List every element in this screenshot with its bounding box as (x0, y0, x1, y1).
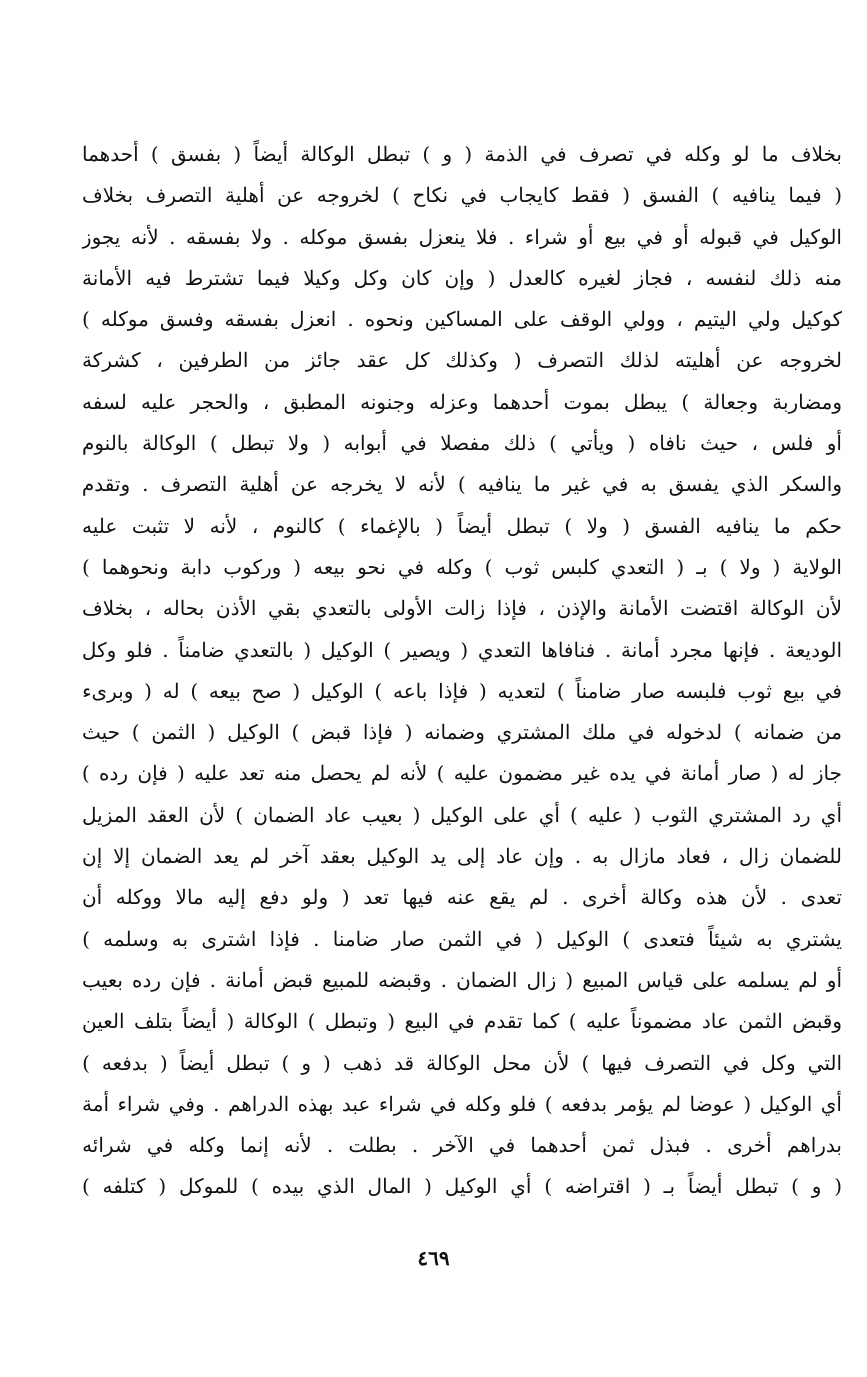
text-line: بخلاف ما لو وكله في تصرف في الذمة ( و ) تبطل الوكالة أيضاً ( بفسق ) أحدهما (82, 142, 842, 166)
text-line: الوكيل في قبوله أو في بيع أو شراء . فلا ينعزل بفسق موكله . ولا بفسقه . لأنه يجوز (82, 224, 842, 249)
text-line: ( و ) تبطل أيضاً بـ ( اقتراضه ) أي الوكيل ( المال الذي بيده ) للموكل ( كتلفه ) (82, 1174, 842, 1199)
text-line: ( فيما ينافيه ) الفسق ( فقط كايجاب في نكاح ) لخروجه عن أهلية التصرف بخلاف (82, 183, 842, 208)
text-line: لخروجه عن أهليته لذلك التصرف ( وكذلك كل عقد جائز من الطرفين ، كشركة (82, 348, 842, 373)
text-line: التي وكل في التصرف فيها ) لأن محل الوكالة قد ذهب ( و ) تبطل أيضاً ( بدفعه ) (82, 1050, 842, 1075)
text-line: من ضمانه ) لدخوله في ملك المشتري وضمانه ( فإذا قبض ) الوكيل ( الثمن ) حيث (82, 720, 842, 745)
text-line: أي رد المشتري الثوب ( عليه ) أي على الوكيل ( بعيب عاد الضمان ) لأن العقد المزيل (82, 802, 842, 827)
text-line: بدراهم أخرى . فبذل ثمن أحدهما في الآخر . بطلت . لأنه إنما وكله في شرائه (82, 1133, 842, 1158)
text-line: والسكر الذي يفسق به في غير ما ينافيه ) لأنه لا يخرجه عن أهلية التصرف . وتقدم (82, 472, 842, 497)
text-line: كوكيل ولي اليتيم ، وولي الوقف على المساكين ونحوه . انعزل بفسقه وفسق موكله ) (82, 307, 842, 332)
text-line: في بيع ثوب فلبسه صار ضامناً ) لتعديه ( فإذا باعه ) الوكيل ( صح بيعه ) له ( وبرىء (82, 678, 842, 703)
text-line: لأن الوكالة اقتضت الأمانة والإذن ، فإذا زالت الأولى بالتعدي بقي الأذن بحاله ، بخلاف (82, 596, 842, 621)
text-line: تعدى . لأن هذه وكالة أخرى . لم يقع عنه فيها تعد ( ولو دفع إليه مالا ووكله أن (82, 885, 842, 910)
text-line: أي الوكيل ( عوضا لم يؤمر بدفعه ) فلو وكله في شراء عبد بهذه الدراهم . وفي شراء أمة (82, 1091, 842, 1116)
body-text (82, 134, 842, 1208)
text-line: يشتري به شيئاً فتعدى ) الوكيل ( في الثمن صار ضامنا . فإذا اشترى به وسلمه ) (82, 926, 842, 951)
text-line: جاز له ( صار أمانة في يده غير مضمون عليه ) لأنه لم يحصل منه تعد عليه ( فإن رده ) (82, 761, 842, 786)
text-line: منه ذلك لنفسه ، فجاز لغيره كالعدل ( وإن كان وكل وكيلا فيما تشترط فيه الأمانة (82, 265, 842, 290)
text-line: للضمان زال ، فعاد مازال به . وإن عاد إلى يد الوكيل بعقد آخر لم يعد الضمان إلا إن (82, 844, 842, 869)
text-line: الوديعة . فإنها مجرد أمانة . فنافاها التعدي ( ويصير ) الوكيل ( بالتعدي ضامناً . فلو وكل (82, 637, 842, 662)
text-line: أو فلس ، حيث نافاه ( ويأتي ) ذلك مفصلا في أبوابه ( ولا تبطل ) الوكالة بالنوم (82, 431, 842, 456)
text-line: وقبض الثمن عاد مضموناً عليه ) كما تقدم في البيع ( وتبطل ) الوكالة ( أيضاً بتلف العين (82, 1009, 842, 1034)
text-line: أو لم يسلمه على قياس المبيع ( زال الضمان . وقبضه للمبيع قبض أمانة . فإن رده بعيب (82, 967, 842, 992)
text-line: ومضاربة وجعالة ) يبطل بموت أحدهما وعزله وجنونه المطبق ، والحجر عليه لسفه (82, 389, 842, 414)
text-line: حكم ما ينافيه الفسق ( ولا ) تبطل أيضاً ( بالإغماء ) كالنوم ، لأنه لا تثبت عليه (82, 513, 842, 538)
text-line: الولاية ( ولا ) بـ ( التعدي كلبس ثوب ) وكله في نحو بيعه ( وركوب دابة ونحوهما ) (82, 554, 842, 579)
page-number: ٤٦٩ (417, 1246, 450, 1270)
